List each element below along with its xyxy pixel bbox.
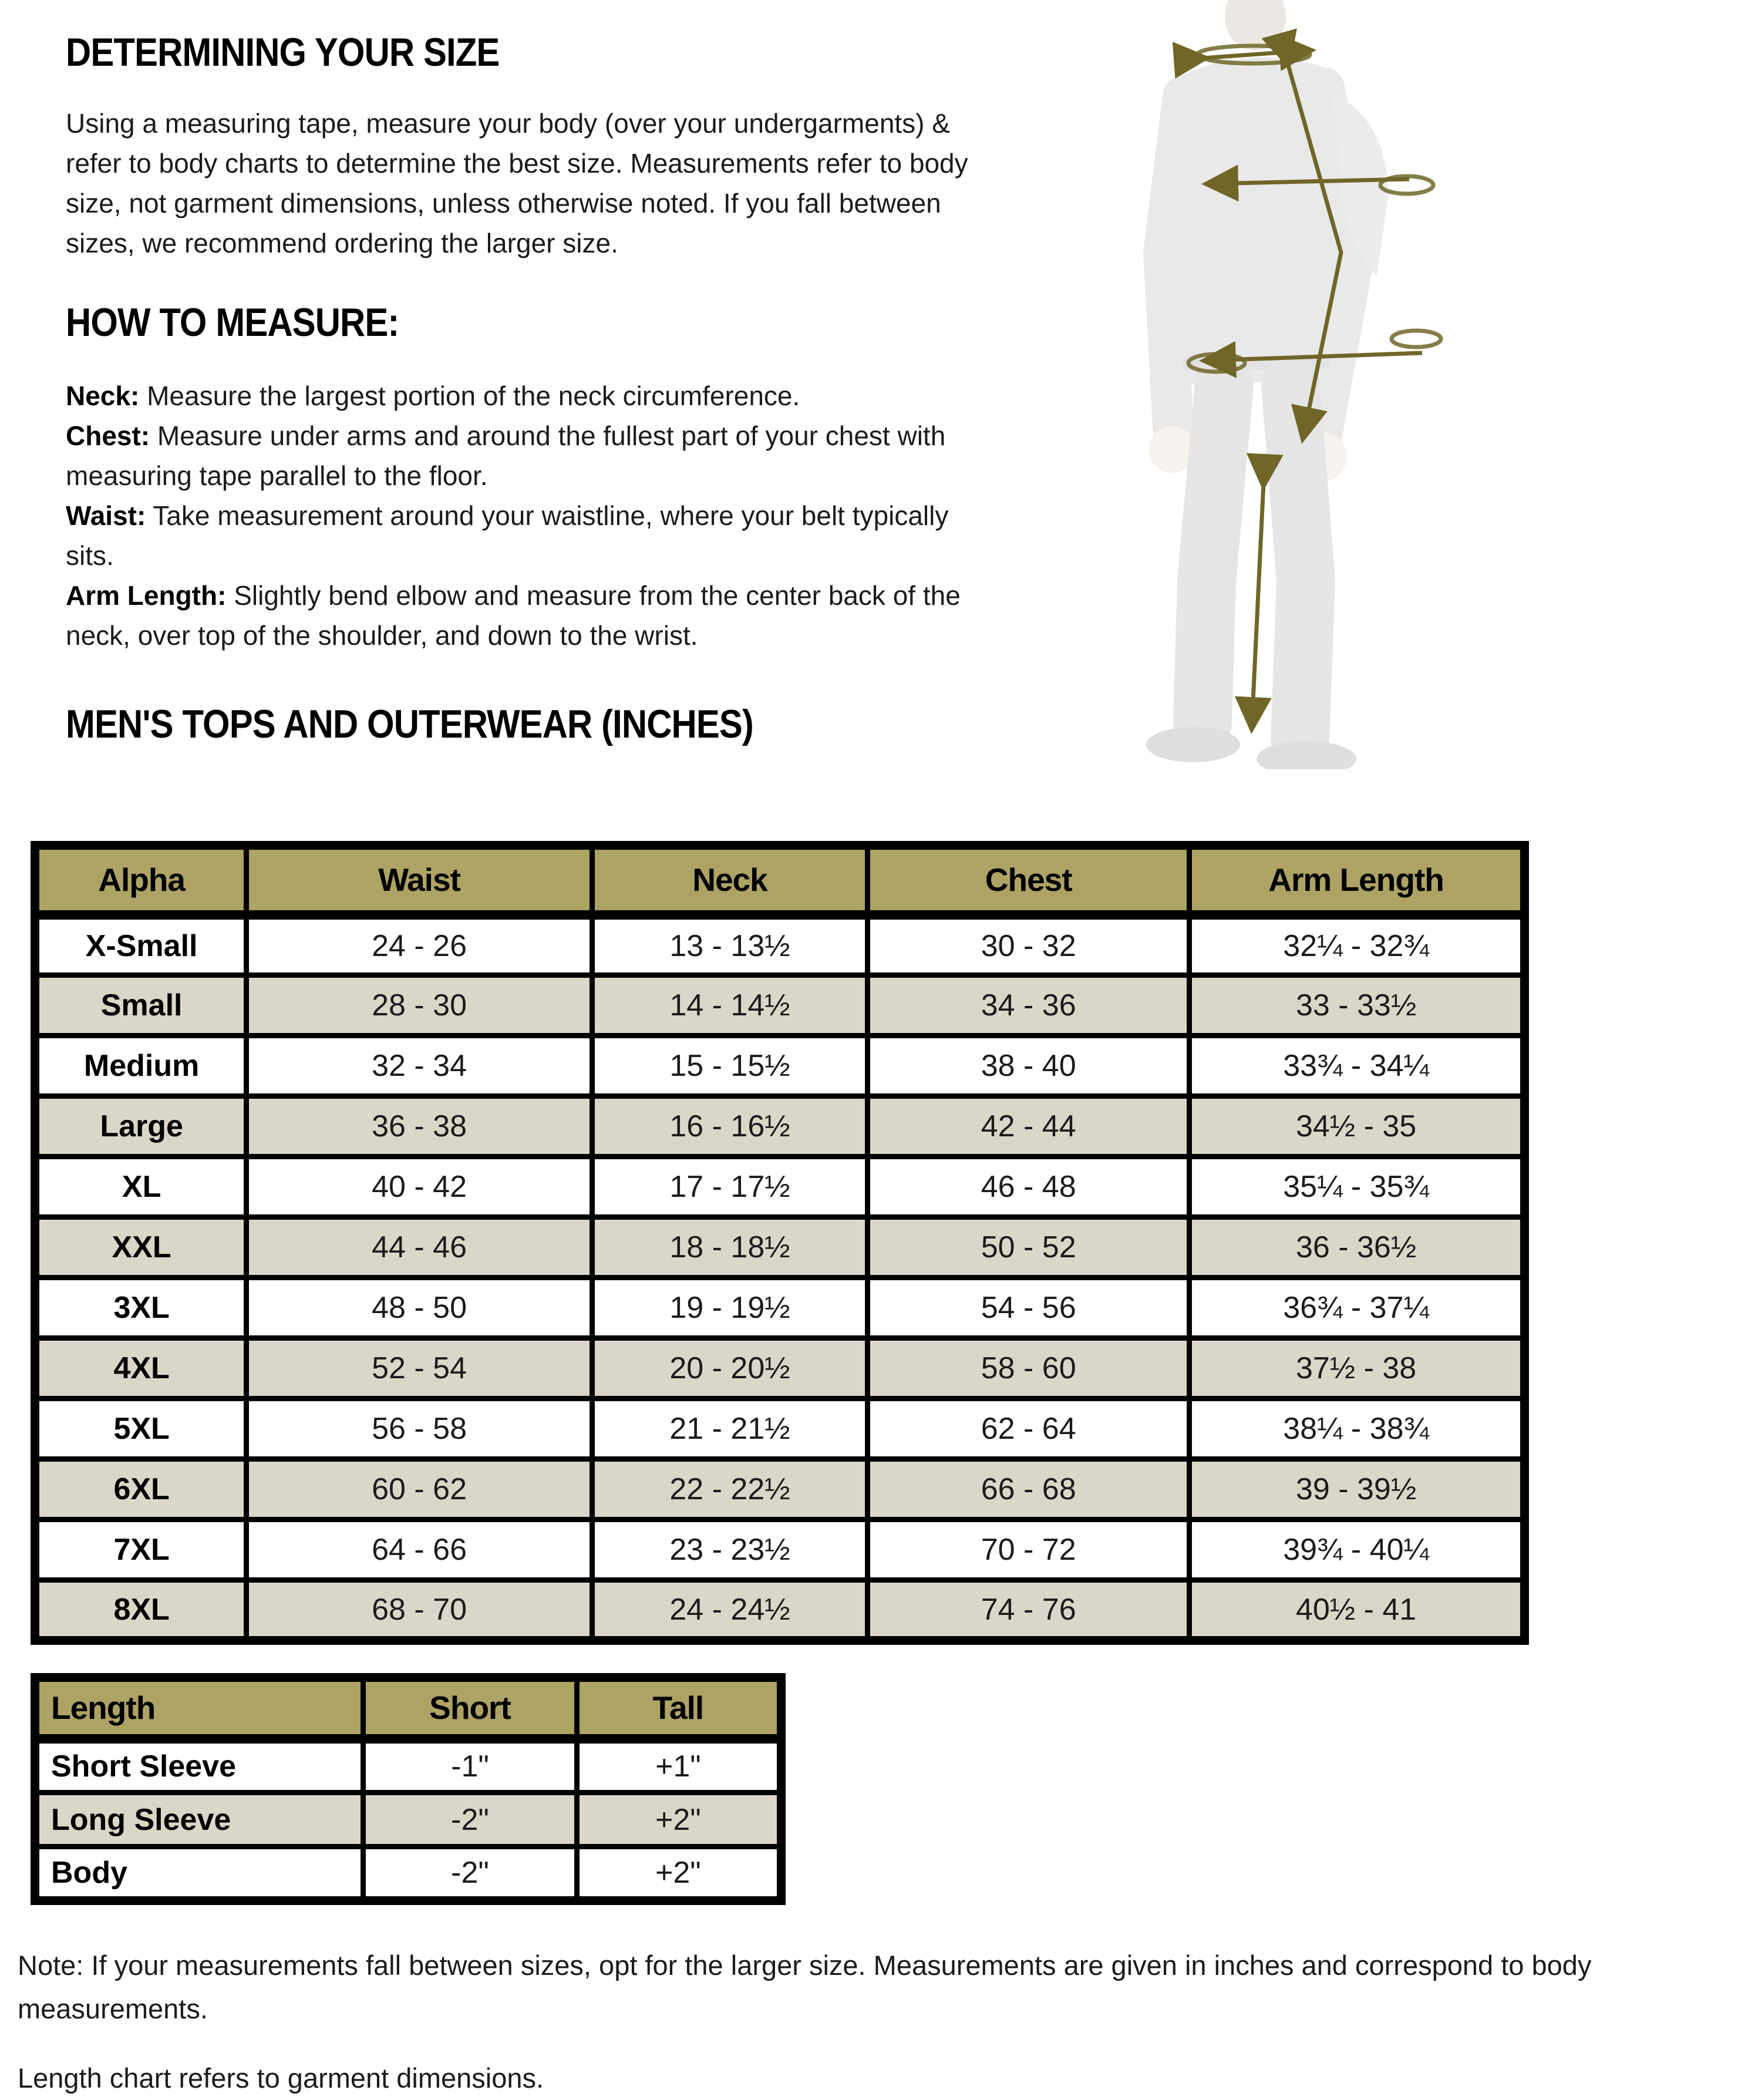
cell-value: 33¾ - 34¼ [1190,1036,1525,1096]
cell-value: 18 - 18½ [592,1217,867,1278]
cell-value: +1" [577,1739,781,1793]
length-chart-table [31,1673,786,1905]
size-table-header-row [35,846,1525,915]
cell-value: 36 - 38 [247,1096,592,1157]
table-row [35,1847,782,1901]
cell-value: 56 - 58 [247,1399,592,1459]
cell-value: 24 - 24½ [592,1580,867,1641]
cell-value: 33 - 33½ [1190,975,1525,1036]
note-footnote: Length chart refers to garment dimensions. [18,2062,544,2094]
measure-item-neck [66,376,999,416]
measure-instructions-list [66,376,999,655]
measure-item-text: Measure the largest portion of the neck circumference. [147,381,800,411]
row-label: 4XL [35,1338,247,1399]
instructions-column [0,0,1033,747]
cell-value: 36¾ - 37¼ [1190,1278,1525,1338]
cell-value: 68 - 70 [247,1580,592,1641]
mannequin-silhouette [1146,0,1389,769]
table-row [35,1278,1525,1338]
measure-item-waist [66,496,999,576]
cell-value: -2" [363,1793,577,1847]
cell-value: 40 - 42 [247,1157,592,1217]
table-row [35,975,1525,1036]
cell-value: 52 - 54 [247,1338,592,1399]
cell-value: 62 - 64 [868,1399,1190,1459]
cell-value: +2" [577,1793,781,1847]
cell-value: 74 - 76 [868,1580,1190,1641]
cell-value: 32¼ - 32¾ [1190,915,1525,975]
cell-value: 22 - 22½ [592,1459,867,1520]
cell-value: 40½ - 41 [1190,1580,1525,1641]
cell-value: 46 - 48 [868,1157,1190,1217]
table-row [35,1036,1525,1096]
cell-value: 44 - 46 [247,1217,592,1278]
cell-value: 34 - 36 [868,975,1190,1036]
cell-value: 30 - 32 [868,915,1190,975]
table-row [35,1217,1525,1278]
cell-value: 21 - 21½ [592,1399,867,1459]
cell-value: 64 - 66 [247,1520,592,1580]
table-row [35,1399,1525,1459]
size-chart-table [31,841,1529,1645]
measure-item-text: Measure under arms and around the fullest part of your chest with measuring tape parallel to the floor. [66,420,946,491]
how-to-measure-heading: HOW TO MEASURE: [66,300,399,345]
inseam-measure-arrow [1252,483,1264,726]
table-row [35,1793,782,1847]
table-row [35,1520,1525,1580]
cell-value: 37½ - 38 [1190,1338,1525,1399]
measurement-figure [1057,0,1444,769]
table-row [35,915,1525,975]
table-row [35,1459,1525,1520]
cell-value: 17 - 17½ [592,1157,867,1217]
cell-value: 66 - 68 [868,1459,1190,1520]
cell-value: 20 - 20½ [592,1338,867,1399]
cell-value: 38 - 40 [868,1036,1190,1096]
cell-value: 70 - 72 [868,1520,1190,1580]
cell-value: 36 - 36½ [1190,1217,1525,1278]
cell-value: 14 - 14½ [592,975,867,1036]
cell-value: 32 - 34 [247,1036,592,1096]
row-label: 8XL [35,1580,247,1641]
column-header: Arm Length [1190,846,1525,915]
cell-value: 16 - 16½ [592,1096,867,1157]
cell-value: 50 - 52 [868,1217,1190,1278]
measure-item-label: Arm Length: [66,580,227,611]
cell-value: -2" [363,1847,577,1901]
column-header: Alpha [35,846,247,915]
row-label: Short Sleeve [35,1739,363,1793]
cell-value: 35¼ - 35¾ [1190,1157,1525,1217]
cell-value: -1" [363,1739,577,1793]
row-label: 3XL [35,1278,247,1338]
row-label: 7XL [35,1520,247,1580]
table-row [35,1096,1525,1157]
row-label: Small [35,975,247,1036]
row-label: XL [35,1157,247,1217]
note-paragraph: Note: If your measurements fall between sizes, opt for the larger size. Measurements are given in inches and correspond to body measurements. [18,1950,1592,2024]
measure-item-label: Waist: [66,500,146,531]
measure-item-label: Chest: [66,420,150,451]
measure-item-text: Slightly bend elbow and measure from the center back of the neck, over top of the shoulder, and down to the wrist. [66,580,961,651]
column-header: Chest [868,846,1190,915]
cell-value: 38¼ - 38¾ [1190,1399,1525,1459]
column-header: Neck [592,846,867,915]
cell-value: 24 - 26 [247,915,592,975]
cell-value: 42 - 44 [868,1096,1190,1157]
row-label: 6XL [35,1459,247,1520]
cell-value: 13 - 13½ [592,915,867,975]
cell-value: 54 - 56 [868,1278,1190,1338]
table-row [35,1580,1525,1641]
cell-value: 58 - 60 [868,1338,1190,1399]
cell-value: 15 - 15½ [592,1036,867,1096]
measure-item-text: Take measurement around your waistline, where your belt typically sits. [66,500,949,571]
cell-value: 19 - 19½ [592,1278,867,1338]
mannequin-diagram [1057,0,1444,769]
size-chart-heading: MEN'S TOPS AND OUTERWEAR (INCHES) [66,702,753,746]
cell-value: 28 - 30 [247,975,592,1036]
column-header: Waist [247,846,592,915]
cell-value: 60 - 62 [247,1459,592,1520]
table-row [35,1338,1525,1399]
column-header: Short [363,1678,577,1739]
row-label: Medium [35,1036,247,1096]
row-label: Long Sleeve [35,1793,363,1847]
row-label: X-Small [35,915,247,975]
row-label: XXL [35,1217,247,1278]
cell-value: 34½ - 35 [1190,1096,1525,1157]
table-row [35,1157,1525,1217]
row-label: Body [35,1847,363,1901]
cell-value: 23 - 23½ [592,1520,867,1580]
cell-value: +2" [577,1847,781,1901]
cell-value: 48 - 50 [247,1278,592,1338]
measure-item-label: Neck: [66,381,140,411]
column-header: Tall [577,1678,781,1739]
column-header: Length [35,1678,363,1739]
page-title: DETERMINING YOUR SIZE [66,30,500,75]
row-label: 5XL [35,1399,247,1459]
table-row [35,1739,782,1793]
length-table-header-row [35,1678,782,1739]
intro-paragraph: Using a measuring tape, measure your body (over your undergarments) & refer to body charts to determine the best size. Measurements refer to body size, not garment dimensions, unless otherwise noted. If you fall between sizes, we recommend ordering the larger size. [66,108,968,258]
measure-item-chest [66,416,999,496]
cell-value: 39 - 39½ [1190,1459,1525,1520]
cell-value: 39¾ - 40¼ [1190,1520,1525,1580]
row-label: Large [35,1096,247,1157]
measure-item-arm-length [66,576,999,655]
